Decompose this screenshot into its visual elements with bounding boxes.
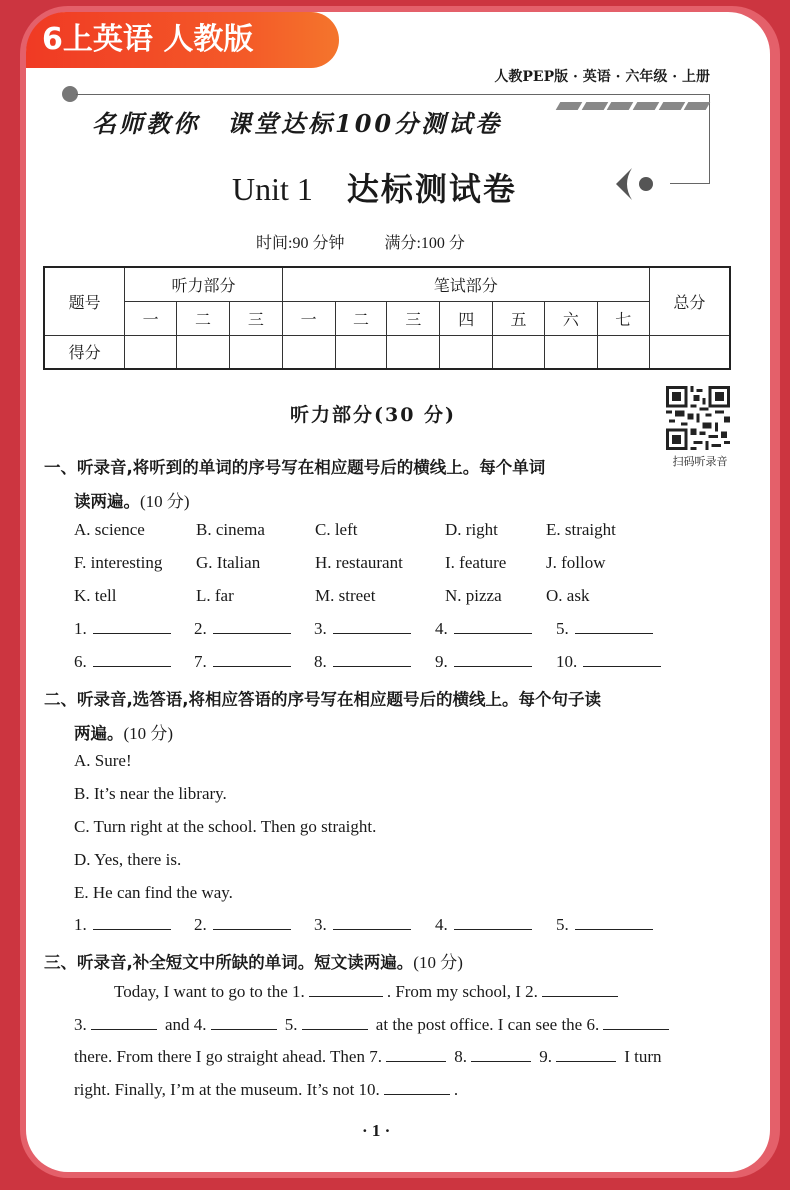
blank-number: 8. (314, 652, 327, 671)
score-cell-total[interactable] (649, 335, 730, 369)
blank-number: 5. (556, 915, 569, 934)
q3-passage-line (74, 1080, 734, 1100)
table-col-listening-3: 三 (229, 301, 282, 335)
score-cell[interactable] (597, 335, 649, 369)
q1-option: G. Italian (196, 553, 261, 572)
q1-blank[interactable] (74, 619, 171, 639)
table-header-number: 题号 (44, 267, 125, 335)
blank-number: 3. (314, 619, 327, 638)
q1-option: L. far (196, 586, 234, 605)
score-cell[interactable] (544, 335, 597, 369)
table-col-listening-2: 二 (177, 301, 230, 335)
header-dashes (558, 102, 708, 110)
q2-points: (10 分) (123, 724, 174, 743)
q3-instruction (44, 948, 463, 973)
q1-option: E. straight (546, 520, 616, 539)
passage-text: I turn (624, 1047, 662, 1066)
q1-option: A. science (74, 520, 145, 539)
score-cell[interactable] (177, 335, 230, 369)
q1-blank[interactable] (556, 619, 653, 639)
page-number: · 1 · (362, 1121, 391, 1140)
q1-blank[interactable] (435, 652, 532, 672)
passage-blank[interactable] (471, 1061, 531, 1062)
q2-blank[interactable] (74, 915, 171, 935)
passage-blank[interactable] (211, 1029, 277, 1030)
passage-text: . From my school, I 2. (386, 982, 538, 1001)
q1-option: C. left (315, 520, 358, 539)
q1-option: K. tell (74, 586, 117, 605)
q2-option: E. He can find the way. (74, 883, 233, 902)
blank-number: 7. (194, 652, 207, 671)
page-title (232, 164, 517, 210)
score-cell[interactable] (229, 335, 282, 369)
header-rule (76, 94, 710, 95)
q2-option: D. Yes, there is. (74, 850, 182, 869)
passage-blank[interactable] (556, 1061, 616, 1062)
brand-line: 名师教你 课堂达标100分测试卷 (92, 109, 503, 138)
q1-option: O. ask (546, 586, 590, 605)
exam-time: 时间:90 分钟 (256, 235, 345, 252)
q3-passage-line (74, 1015, 734, 1035)
blank-number: 2. (194, 915, 207, 934)
passage-blank[interactable] (384, 1094, 450, 1095)
title-name: 达标测试卷 (346, 170, 517, 208)
q1-option: N. pizza (445, 586, 502, 605)
score-cell[interactable] (282, 335, 335, 369)
q2-option: B. It’s near the library. (74, 784, 227, 803)
passage-text: 9. (539, 1047, 552, 1066)
table-col-written-1: 一 (282, 301, 335, 335)
passage-blank[interactable] (91, 1029, 157, 1030)
q2-option: C. Turn right at the school. Then go straight. (74, 817, 377, 836)
q2-blank[interactable] (435, 915, 532, 935)
exam-full-score: 满分:100 分 (384, 235, 465, 252)
q1-option: I. feature (445, 553, 507, 572)
q1-blank[interactable] (74, 652, 171, 672)
listening-section-title: 听力部分(30 分) (290, 404, 457, 426)
q3-passage-line (114, 982, 774, 1002)
q1-instruction-line2: 读两遍。 (74, 492, 140, 511)
blank-number: 2. (194, 619, 207, 638)
q3-passage-line (74, 1047, 734, 1067)
q1-instruction-cont (74, 487, 190, 512)
series-label: 人教PEP版 · 英语 · 六年级 · 上册 (494, 69, 710, 85)
blank-number: 1. (74, 915, 87, 934)
q1-blank[interactable] (314, 619, 411, 639)
score-cell[interactable] (440, 335, 493, 369)
passage-blank[interactable] (386, 1061, 446, 1062)
exam-meta (256, 230, 465, 253)
q3-points: (10 分) (413, 953, 463, 972)
q2-blank[interactable] (314, 915, 411, 935)
table-col-written-4: 四 (440, 301, 493, 335)
passage-blank[interactable] (542, 996, 618, 997)
q1-option: F. interesting (74, 553, 163, 572)
q1-instruction: 一、听录音,将听到的单词的序号写在相应题号后的横线上。每个单词 (44, 458, 546, 477)
score-cell[interactable] (493, 335, 545, 369)
blank-number: 3. (314, 915, 327, 934)
q1-option: D. right (445, 520, 498, 539)
score-cell[interactable] (387, 335, 440, 369)
arrow-dot-icon (612, 164, 662, 204)
q2-instruction-line2: 两遍。 (74, 724, 124, 743)
blank-number: 4. (435, 915, 448, 934)
score-table (43, 266, 731, 370)
table-col-written-6: 六 (544, 301, 597, 335)
q1-points: (10 分) (140, 492, 190, 511)
passage-text: at the post office. I can see the 6. (375, 1015, 600, 1034)
q1-blank[interactable] (194, 652, 291, 672)
score-cell[interactable] (335, 335, 387, 369)
blank-number: 4. (435, 619, 448, 638)
table-col-written-7: 七 (597, 301, 649, 335)
q2-blank[interactable] (194, 915, 291, 935)
table-header-written: 笔试部分 (282, 267, 649, 301)
blank-number: 5. (556, 619, 569, 638)
q2-instruction-cont (74, 719, 173, 744)
q2-option: A. Sure! (74, 751, 132, 770)
q1-option: J. follow (546, 553, 606, 572)
q1-blank[interactable] (194, 619, 291, 639)
header-rule-vertical (709, 94, 710, 184)
table-col-written-2: 二 (335, 301, 387, 335)
q1-blank[interactable] (556, 652, 661, 672)
table-col-listening-1: 一 (125, 301, 177, 335)
score-cell[interactable] (125, 335, 177, 369)
q1-option: H. restaurant (315, 553, 403, 572)
passage-text: and 4. (165, 1015, 207, 1034)
header-rule-end (670, 183, 710, 184)
q1-blank[interactable] (314, 652, 411, 672)
blank-number: 10. (556, 652, 578, 671)
q2-blank[interactable] (556, 915, 653, 935)
title-unit: Unit 1 (232, 171, 313, 207)
passage-text: there. From there I go straight ahead. Then 7. (74, 1047, 382, 1066)
blank-number: 6. (74, 652, 87, 671)
grade-badge: 6上英语 人教版 (26, 12, 339, 68)
table-header-listening: 听力部分 (125, 267, 283, 301)
table-header-total: 总分 (649, 267, 730, 335)
q1-option: B. cinema (196, 520, 265, 539)
table-col-written-5: 五 (493, 301, 545, 335)
table-col-written-3: 三 (387, 301, 440, 335)
passage-text: 8. (454, 1047, 467, 1066)
passage-text: Today, I want to go to the 1. (114, 982, 305, 1001)
q2-instruction: 二、听录音,选答语,将相应答语的序号写在相应题号后的横线上。每个句子读 (44, 690, 602, 709)
passage-text: 5. (284, 1015, 298, 1034)
table-score-label: 得分 (44, 335, 125, 369)
passage-text: . (453, 1080, 459, 1099)
qr-caption: 扫码听录音 (672, 455, 728, 468)
q1-option: M. street (315, 586, 376, 605)
qr-code-icon[interactable] (666, 386, 730, 450)
blank-number: 1. (74, 619, 87, 638)
passage-blank[interactable] (603, 1029, 669, 1030)
passage-text: right. Finally, I’m at the museum. It’s not 10. (74, 1080, 380, 1099)
passage-blank[interactable] (302, 1029, 368, 1030)
passage-blank[interactable] (309, 996, 383, 997)
q1-blank[interactable] (435, 619, 532, 639)
passage-text: 3. (74, 1015, 87, 1034)
blank-number: 9. (435, 652, 448, 671)
q3-instruction-text: 三、听录音,补全短文中所缺的单词。短文读两遍。 (44, 953, 414, 972)
